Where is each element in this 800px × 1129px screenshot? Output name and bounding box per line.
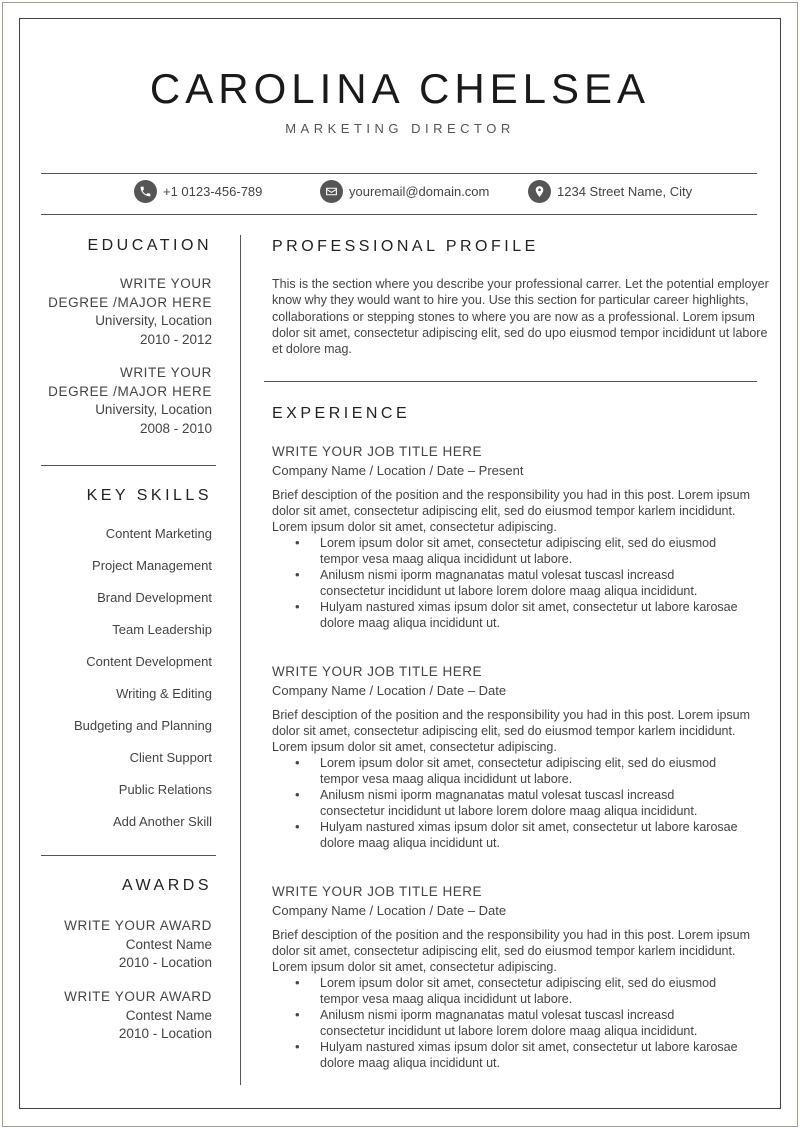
award-title: WRITE YOUR AWARD: [64, 918, 212, 933]
awards-heading: AWARDS: [121, 877, 212, 894]
job-bullets: [320, 755, 740, 851]
job-title: WRITE YOUR JOB TITLE HERE: [272, 884, 483, 899]
skill-item: Client Support: [129, 750, 212, 765]
job-title: WRITE YOUR JOB TITLE HERE: [272, 444, 483, 459]
column-divider: [240, 235, 241, 1085]
education-item: [48, 364, 212, 438]
contact-address-text: 1234 Street Name, City: [557, 184, 693, 199]
skills-divider: [41, 855, 216, 856]
profile-text: This is the section where you describe your professional carrer. Let the potential employer know why they would want to hire you. Use this section for particular career highlights, collaborations or stepping stones to where you are now as a professional. Lorem ipsum dolor sit amet, consectetur adipiscing elit, sed do upo eiusmod tempor incididunt ut labore et dolore mag.: [272, 277, 769, 357]
job-bullet: • Anilusm nismi iporm magnanatas matul volesat tuscasl increasd consectetur incididunt ut labore lorem dolore maag aliqua incididunt.: [320, 787, 740, 819]
job-description: Brief desciption of the position and the responsibility you had in this post. Lorem ipsum dolor sit amet, consectetur adipiscing elit, sed do eiusmod tempor karlem incididunt. Lorem ipsum dolor sit amet, consectetur adipiscing.: [272, 488, 751, 534]
header-divider-top: [41, 173, 757, 174]
job-company: Company Name / Location / Date – Present: [272, 463, 524, 478]
education-heading: EDUCATION: [87, 237, 212, 254]
education-divider: [41, 465, 216, 466]
skill-item: Budgeting and Planning: [73, 718, 212, 733]
contact-phone: [134, 180, 262, 203]
skills-list: [74, 523, 212, 843]
award-contest: Contest Name: [125, 1007, 212, 1023]
job-bullet: • Lorem ipsum dolor sit amet, consectetur adipiscing elit, sed do eiusmod tempor vesa maag aliqua incididunt ut labore.: [320, 535, 740, 567]
degree-line-2: DEGREE /MAJOR HERE: [48, 383, 212, 399]
job-entry: [272, 662, 772, 851]
award-title: WRITE YOUR AWARD: [64, 989, 212, 1004]
job-bullet: • Anilusm nismi iporm magnanatas matul volesat tuscasl increasd consectetur incididunt ut labore lorem dolore maag aliqua incididunt.: [320, 567, 740, 599]
school-location: University, Location: [95, 313, 212, 328]
degree-line-2: DEGREE /MAJOR HERE: [48, 294, 212, 310]
award-item: [64, 988, 212, 1044]
job-bullet: • Anilusm nismi iporm magnanatas matul volesat tuscasl increasd consectetur incididunt ut labore lorem dolore maag aliqua incididunt.: [320, 1007, 740, 1039]
experience-heading: EXPERIENCE: [272, 405, 411, 422]
job-company: Company Name / Location / Date – Date: [272, 683, 507, 698]
education-years: 2008 - 2010: [139, 420, 212, 436]
job-bullet: • Lorem ipsum dolor sit amet, consectetur adipiscing elit, sed do eiusmod tempor vesa maag aliqua incididunt ut labore.: [320, 975, 740, 1007]
job-bullet: • Hulyam nastured ximas ipsum dolor sit amet, consectetur ut labore karosae dolore maag aliqua incididunt ut.: [320, 1039, 740, 1071]
contact-address: [528, 180, 692, 203]
profile-divider: [264, 381, 757, 382]
degree-line-1: WRITE YOUR: [119, 365, 212, 380]
job-bullet: • Hulyam nastured ximas ipsum dolor sit amet, consectetur ut labore karosae dolore maag aliqua incididunt ut.: [320, 819, 740, 851]
resume-name: CAROLINA CHELSEA: [149, 65, 651, 112]
contact-email[interactable]: [320, 180, 489, 203]
resume-job-title: MARKETING DIRECTOR: [285, 121, 515, 136]
skill-item: Team Leadership: [112, 622, 212, 637]
job-description: Brief desciption of the position and the responsibility you had in this post. Lorem ipsum dolor sit amet, consectetur adipiscing elit, sed do eiusmod tempor karlem incididunt. Lorem ipsum dolor sit amet, consectetur adipiscing.: [272, 928, 751, 974]
job-title: WRITE YOUR JOB TITLE HERE: [272, 664, 483, 679]
phone-icon: [134, 180, 157, 203]
job-bullet: • Lorem ipsum dolor sit amet, consectetur adipiscing elit, sed do eiusmod tempor vesa maag aliqua incididunt ut labore.: [320, 755, 740, 787]
skill-item: Writing & Editing: [116, 686, 212, 701]
job-entry: [272, 882, 772, 1071]
profile-heading: PROFESSIONAL PROFILE: [272, 238, 539, 255]
contact-phone-text: +1 0123-456-789: [163, 184, 263, 199]
location-pin-icon: [528, 180, 551, 203]
header-divider-bottom: [41, 214, 757, 215]
skill-item: Add Another Skill: [112, 814, 212, 829]
award-year: 2010 - Location: [118, 955, 212, 970]
email-icon: [320, 180, 343, 203]
skill-item: Brand Development: [97, 590, 212, 605]
degree-line-1: WRITE YOUR: [119, 276, 212, 291]
skill-item: Public Relations: [118, 782, 212, 797]
job-bullets: [320, 535, 740, 631]
job-bullet: • Hulyam nastured ximas ipsum dolor sit amet, consectetur ut labore karosae dolore maag aliqua incididunt ut.: [320, 599, 740, 631]
skill-item: Project Management: [92, 558, 212, 573]
school-location: University, Location: [95, 402, 212, 417]
job-entry: [272, 442, 772, 631]
award-item: [64, 917, 212, 973]
award-contest: Contest Name: [125, 936, 212, 952]
job-bullets: [320, 975, 740, 1071]
skill-item: Content Marketing: [105, 526, 212, 541]
job-company: Company Name / Location / Date – Date: [272, 903, 507, 918]
job-description: Brief desciption of the position and the responsibility you had in this post. Lorem ipsum dolor sit amet, consectetur adipiscing elit, sed do eiusmod tempor karlem incididunt. Lorem ipsum dolor sit amet, consectetur adipiscing.: [272, 708, 751, 754]
skill-item: Content Development: [86, 654, 212, 669]
award-year: 2010 - Location: [118, 1026, 212, 1041]
contact-email-text[interactable]: youremail@domain.com: [349, 184, 490, 199]
skills-heading: KEY SKILLS: [86, 487, 212, 504]
education-item: [48, 275, 212, 349]
education-years: 2010 - 2012: [139, 331, 212, 347]
